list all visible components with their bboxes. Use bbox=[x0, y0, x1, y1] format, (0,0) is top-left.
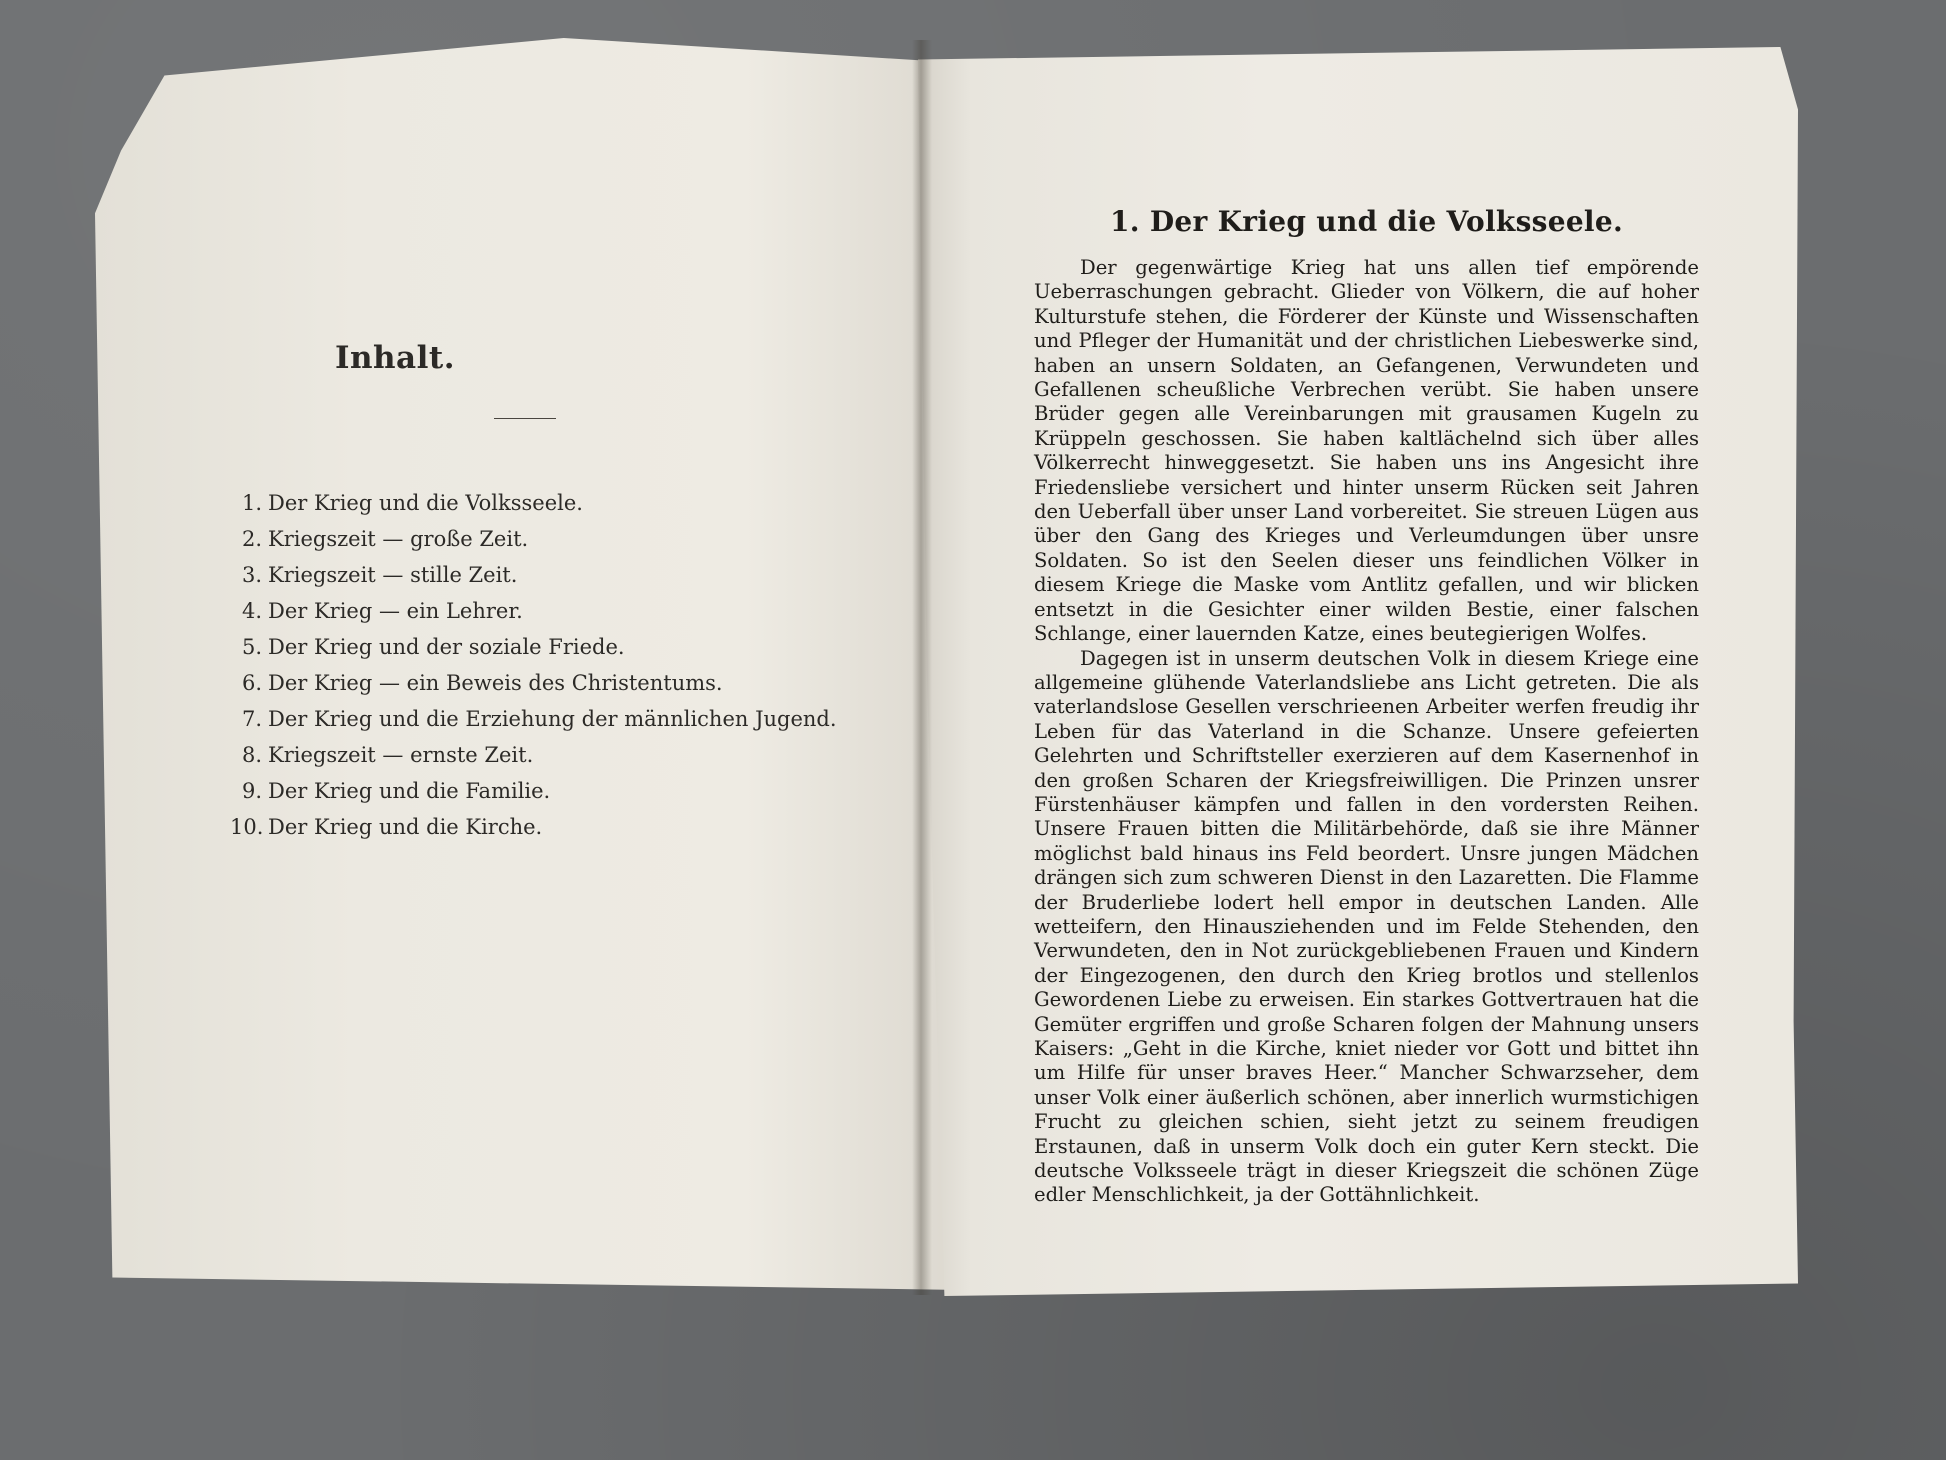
toc-item bbox=[230, 809, 920, 845]
toc-item-label: Der Krieg — ein Lehrer. bbox=[268, 599, 523, 623]
toc-item-number: 10. bbox=[230, 815, 264, 839]
toc-item bbox=[230, 485, 920, 521]
table-of-contents bbox=[220, 340, 920, 845]
toc-item-number: 6. bbox=[241, 671, 262, 695]
chapter-article bbox=[1034, 205, 1699, 1208]
toc-item bbox=[230, 521, 920, 557]
toc-item-label: Der Krieg und die Kirche. bbox=[268, 815, 543, 839]
toc-item bbox=[230, 593, 920, 629]
toc-item-number: 5. bbox=[241, 635, 262, 659]
toc-item bbox=[230, 773, 920, 809]
toc-item-number: 7. bbox=[241, 707, 262, 731]
toc-item-label: Der Krieg und die Familie. bbox=[268, 779, 551, 803]
toc-item bbox=[230, 737, 920, 773]
toc-item-label: Kriegszeit — stille Zeit. bbox=[268, 563, 518, 587]
toc-item-number: 3. bbox=[241, 563, 262, 587]
toc-list bbox=[230, 485, 920, 845]
toc-item-number: 4. bbox=[241, 599, 262, 623]
toc-item-label: Der Krieg und die Volksseele. bbox=[268, 491, 583, 515]
toc-item bbox=[230, 557, 920, 593]
toc-item bbox=[230, 665, 920, 701]
toc-item-number: 8. bbox=[241, 743, 262, 767]
toc-divider bbox=[494, 418, 556, 419]
chapter-title: 1. Der Krieg und die Volksseele. bbox=[1109, 205, 1624, 238]
toc-item-number: 2. bbox=[241, 527, 262, 551]
toc-item-label: Der Krieg und der soziale Friede. bbox=[268, 635, 625, 659]
toc-item-number: 1. bbox=[241, 491, 262, 515]
toc-item bbox=[230, 629, 920, 665]
paragraph: Der gegenwärtige Krieg hat uns allen tief empörende Ueberraschungen gebracht. Glieder von Völkern, die auf hoher Kulturstufe stehen, die Förderer der Künste und Wissenschaften und Pfleger der Humanität und der christlichen Liebeswerke sind, haben an unsern Soldaten, an Gefangenen, Verwundeten und Gefallenen scheußliche Verbrechen verübt. Sie haben unsere Brüder gegen alle Vereinbarungen mit grausamen Kugeln zu Krüppeln geschossen. Sie haben kaltlächelnd sich über alles Völkerrecht hinweggesetzt. Sie haben uns ins Angesicht ihre Friedensliebe versichert und hinter unserm Rücken seit Jahren den Ueberfall über unser Land vorbereitet. Sie streuen Lügen aus über den Gang des Krieges und Verleumdungen über unsre Soldaten. So ist den Seelen dieser uns feindlichen Völker in diesem Kriege die Maske vom Antlitz gefallen, und wir blicken entsetzt in die Gesichter einer wilden Bestie, einer falschen Schlange, einer lauernden Katze, eines beutegierigen Wolfes. bbox=[1034, 256, 1699, 646]
paragraph: Dagegen ist in unserm deutschen Volk in diesem Kriege eine allgemeine glühende Vaterlandsliebe ans Licht getreten. Die als vaterlandslose Gesellen verschrieenen Arbeiter werfen freudig ihr Leben für das Vaterland in die Schanze. Unsere gefeierten Gelehrten und Schriftsteller exerzieren auf dem Kasernenhof in den großen Scharen der Kriegsfreiwilligen. Die Prinzen unsrer Fürstenhäuser kämpfen und fallen in den vordersten Reihen. Unsere Frauen bitten die Militärbehörde, daß sie ihre Männer möglichst bald hinaus ins Feld beordert. Unsre jungen Mädchen drängen sich zum schweren Dienst in den Lazaretten. Die Flamme der Bruderliebe lodert hell empor in deutschen Landen. Alle wetteifern, den Hinausziehenden und im Felde Stehenden, den Verwundeten, den in Not zurückgebliebenen Frauen und Kindern der Eingezogenen, den durch den Krieg brotlos und stellenlos Gewordenen Liebe zu erweisen. Ein starkes Gottvertrauen hat die Gemüter ergriffen und große Scharen folgen der Mahnung unsers Kaisers: „Geht in die Kirche, kniet nieder vor Gott und bittet ihn um Hilfe für unser braves Heer.“ Mancher Schwarzseher, dem unser Volk einer äußerlich schönen, aber innerlich wurmstichigen Frucht zu gleichen schien, sieht jetzt zu seinem freudigen Erstaunen, daß in unserm Volk doch ein guter Kern steckt. Die deutsche Volksseele trägt in dieser Kriegszeit die schönen Züge edler Menschlichkeit, ja der Gottähnlichkeit. bbox=[1034, 646, 1699, 1207]
toc-title: Inhalt. bbox=[334, 340, 456, 376]
toc-item-label: Der Krieg und die Erziehung der männlichen Jugend. bbox=[268, 707, 837, 731]
toc-item bbox=[230, 701, 920, 737]
toc-item-label: Kriegszeit — große Zeit. bbox=[268, 527, 529, 551]
toc-item-label: Kriegszeit — ernste Zeit. bbox=[268, 743, 534, 767]
toc-item-number: 9. bbox=[241, 779, 262, 803]
toc-item-label: Der Krieg — ein Beweis des Christentums. bbox=[268, 671, 723, 695]
